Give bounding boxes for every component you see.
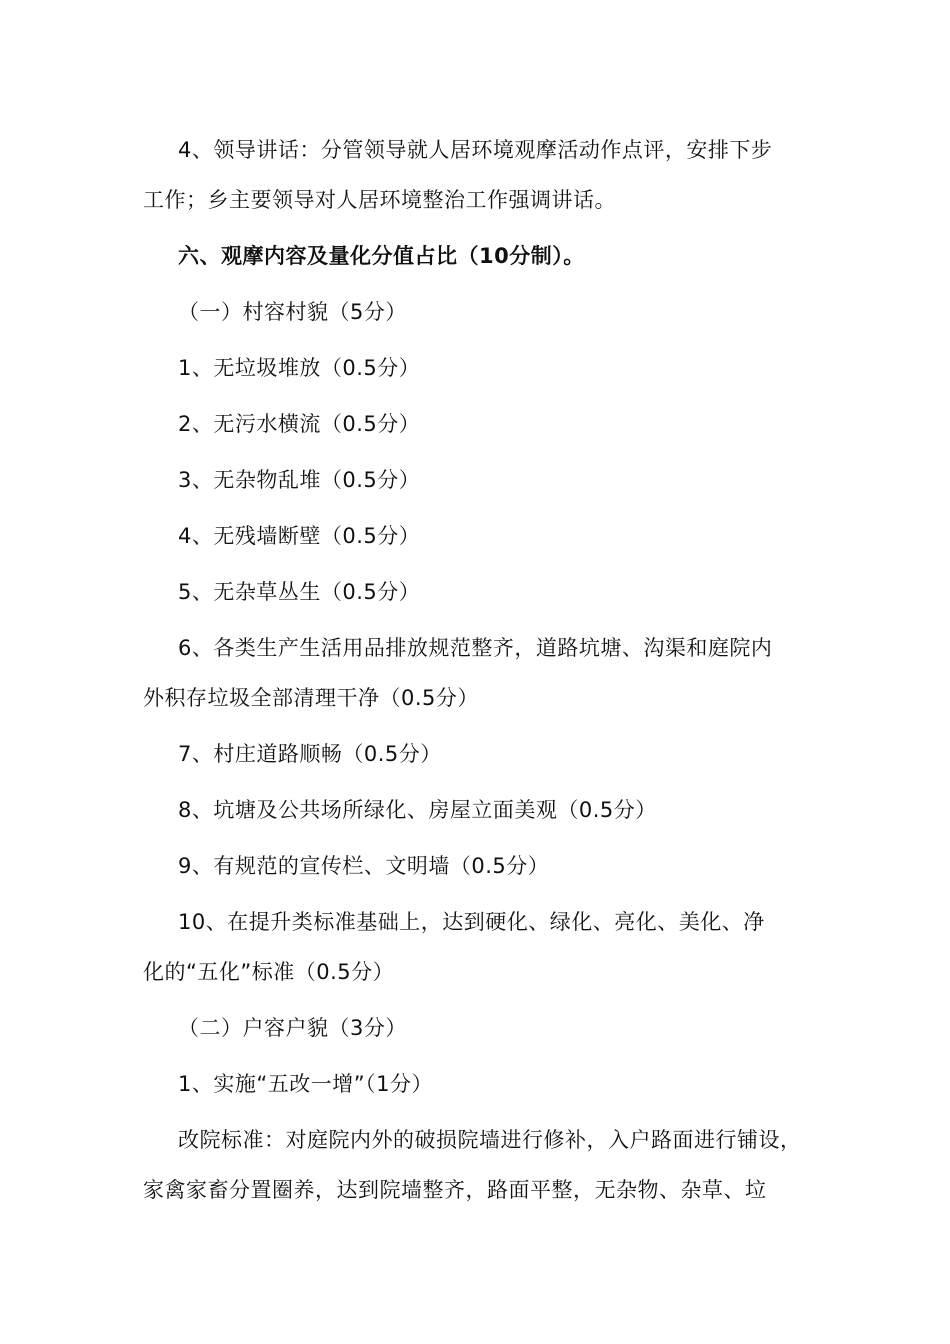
subsection-heading-village: （一）村容村貌（5分）: [178, 300, 407, 324]
subsection-heading-household: （二）户容户貌（3分）: [178, 1016, 407, 1040]
para-leader-speech-line2: 工作；乡主要领导对人居环境整治工作强调讲话。: [143, 188, 616, 212]
household-item-1: 1、实施“五改一增”（1分）: [178, 1072, 433, 1096]
yard-standard-line1: 改院标准：对庭院内外的破损院墙进行修补，入户路面进行铺设，: [178, 1128, 802, 1152]
para-leader-speech-line1: 4、领导讲话：分管领导就人居环境观摩活动作点评，安排下步: [178, 138, 773, 162]
list-item-1: 1、无垃圾堆放（0.5分）: [178, 356, 421, 380]
list-item-6-line2: 外积存垃圾全部清理干净（0.5分）: [143, 686, 479, 710]
list-item-6-line1: 6、各类生产生活用品排放规范整齐，道路坑塘、沟渠和庭院内: [178, 636, 773, 660]
yard-standard-line2: 家禽家畜分置圈养，达到院墙整齐，路面平整，无杂物、杂草、垃: [143, 1178, 767, 1202]
list-item-10-line2: 化的“五化”标准（0.5分）: [143, 960, 395, 984]
section-heading-six: 六、观摩内容及量化分值占比（10分制）。: [178, 244, 585, 268]
list-item-8: 8、坑塘及公共场所绿化、房屋立面美观（0.5分）: [178, 798, 657, 822]
list-item-9: 9、有规范的宣传栏、文明墙（0.5分）: [178, 854, 550, 878]
list-item-3: 3、无杂物乱堆（0.5分）: [178, 468, 421, 492]
list-item-2: 2、无污水横流（0.5分）: [178, 412, 421, 436]
list-item-10-line1: 10、在提升类标准基础上，达到硬化、绿化、亮化、美化、净: [178, 910, 765, 934]
list-item-5: 5、无杂草丛生（0.5分）: [178, 580, 421, 604]
list-item-4: 4、无残墙断壁（0.5分）: [178, 524, 421, 548]
list-item-7: 7、村庄道路顺畅（0.5分）: [178, 742, 442, 766]
